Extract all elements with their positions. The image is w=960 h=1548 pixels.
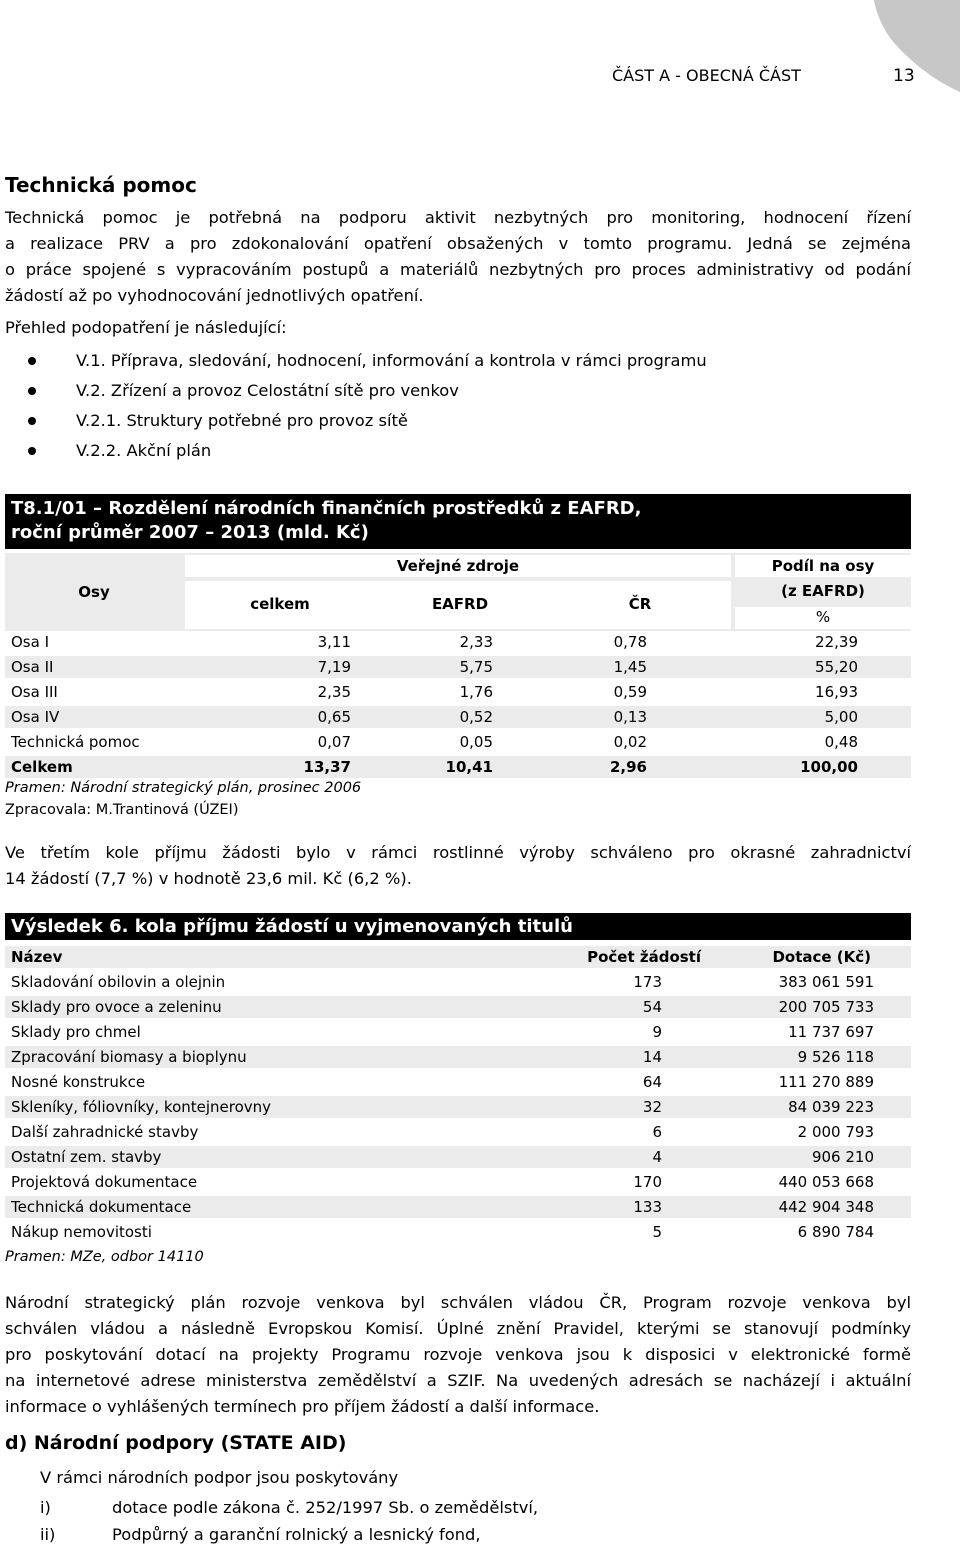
paragraph-line: a realizace PRV a pro zdokonalování opatření obsažených v tomto programu. Jedná se zejména xyxy=(5,234,911,253)
table-cell: 9 xyxy=(652,1023,662,1041)
table-cell: Skleníky, fóliovníky, kontejnerovny xyxy=(11,1098,272,1116)
table-cell: 133 xyxy=(633,1198,662,1216)
state-aid-item-marker: i) xyxy=(40,1498,51,1517)
paragraph-line: Ve třetím kole příjmu žádosti bylo v rámci rostlinné výroby schváleno pro okrasné zahradnictví xyxy=(5,843,911,862)
table-cell: 173 xyxy=(633,973,662,991)
table-cell: 2,35 xyxy=(317,683,351,701)
paragraph-line: pro poskytování dotací na projekty Programu rozvoje venkova jsou k disposici v elektronické formě xyxy=(5,1345,911,1364)
table-cell: 170 xyxy=(633,1173,662,1191)
table-cell: 3,11 xyxy=(317,633,351,651)
strategic-plan-paragraph xyxy=(5,1290,911,1420)
table1-source: Pramen: Národní strategický plán, prosinec 2006 xyxy=(5,780,362,796)
list-item xyxy=(24,378,707,408)
list-item xyxy=(24,438,707,468)
table-cell: 64 xyxy=(642,1073,662,1091)
table2-title: Výsledek 6. kola příjmu žádostí u vyjmenovaných titulů xyxy=(5,913,911,940)
list-item-text: V.1. Příprava, sledování, hodnocení, informování a kontrola v rámci programu xyxy=(76,351,707,370)
table-cell: 55,20 xyxy=(815,658,858,676)
list-item xyxy=(24,408,707,438)
table-cell: 0,07 xyxy=(317,733,351,751)
table-cell: Skladování obilovin a olejnin xyxy=(11,973,226,991)
table-cell: 4 xyxy=(652,1148,662,1166)
paragraph-line: 14 žádostí (7,7 %) v hodnotě 23,6 mil. Kč (6,2 %). xyxy=(5,869,412,888)
table-cell: Sklady pro ovoce a zeleninu xyxy=(11,998,222,1016)
table-cell: 0,02 xyxy=(613,733,647,751)
table-cell: 0,05 xyxy=(459,733,493,751)
table-cell: Nosné konstrukce xyxy=(11,1073,146,1091)
table-cell: 9 526 118 xyxy=(797,1048,874,1066)
running-header-section: ČÁST A - OBECNÁ ČÁST xyxy=(612,66,801,85)
table-cell: 13,37 xyxy=(303,758,351,776)
table1-title-line: T8.1/01 – Rozdělení národních finančních prostředků z EAFRD, xyxy=(11,498,642,519)
table-cell: 54 xyxy=(642,998,662,1016)
table-cell: 2,96 xyxy=(609,758,647,776)
table1-header-share: (z EAFRD) xyxy=(781,582,865,600)
table-cell: 6 890 784 xyxy=(797,1223,874,1241)
table-row xyxy=(5,631,911,653)
table-cell: Osa III xyxy=(11,683,58,701)
table-cell: Nákup nemovitosti xyxy=(11,1223,152,1241)
table-cell: Ostatní zem. stavby xyxy=(11,1148,162,1166)
paragraph-line: informace o vyhlášených termínech pro příjem žádostí a další informace. xyxy=(5,1397,600,1416)
table-cell: 442 904 348 xyxy=(778,1198,874,1216)
table-cell: 111 270 889 xyxy=(778,1073,874,1091)
table2-source: Pramen: MZe, odbor 14110 xyxy=(5,1249,204,1265)
state-aid-intro: V rámci národních podpor jsou poskytovány xyxy=(40,1468,399,1487)
table-row xyxy=(5,681,911,703)
page-number: 13 xyxy=(893,66,915,86)
table-row xyxy=(5,1121,911,1143)
table-row xyxy=(5,656,911,678)
paragraph-line: na internetové adrese ministerstva zemědělství a SZIF. Na uvedených adresách se nacházejí i aktuální xyxy=(5,1371,911,1390)
table1-title-line: roční průměr 2007 – 2013 (mld. Kč) xyxy=(11,522,369,543)
table-cell: 100,00 xyxy=(800,758,858,776)
table-cell: 2,33 xyxy=(459,633,493,651)
flower-paragraph xyxy=(5,840,911,892)
list-item-text: V.2. Zřízení a provoz Celostátní sítě pro venkov xyxy=(76,381,459,400)
paragraph-line: o práce spojené s vypracováním postupů a materiálů nezbytných pro proces administrativy od podání xyxy=(5,260,911,279)
table1-header-public: Veřejné zdroje xyxy=(396,557,520,575)
table-cell: 10,41 xyxy=(445,758,493,776)
table-row-total xyxy=(5,756,911,778)
table-cell: 440 053 668 xyxy=(778,1173,874,1191)
state-aid-heading: d) Národní podpory (STATE AID) xyxy=(5,1432,347,1454)
bullet-icon xyxy=(28,417,36,425)
table2-header xyxy=(5,946,911,968)
table-cell: 6 xyxy=(652,1123,662,1141)
table-row xyxy=(5,1146,911,1168)
table1-header-share: Podíl na osy xyxy=(771,557,875,575)
state-aid-item-marker: ii) xyxy=(40,1525,56,1544)
table-cell: 906 210 xyxy=(811,1148,874,1166)
table-cell: 0,13 xyxy=(613,708,647,726)
table-cell: Celkem xyxy=(11,758,73,776)
section-heading: Technická pomoc xyxy=(5,173,197,197)
table-cell: Osa I xyxy=(11,633,50,651)
table-row xyxy=(5,1096,911,1118)
table-cell: 0,59 xyxy=(613,683,647,701)
table-row xyxy=(5,971,911,993)
table-cell: Projektová dokumentace xyxy=(11,1173,198,1191)
table-cell: Sklady pro chmel xyxy=(11,1023,141,1041)
submeasure-list xyxy=(24,348,707,468)
table1-header-cr: ČR xyxy=(628,595,652,613)
table-cell: Osa II xyxy=(11,658,54,676)
table-cell: 0,78 xyxy=(613,633,647,651)
table-row xyxy=(5,996,911,1018)
table-cell: 0,65 xyxy=(317,708,351,726)
table1-header-share: % xyxy=(815,608,831,626)
paragraph-line: žádostí až po vyhodnocování jednotlivých opatření. xyxy=(5,286,424,305)
table-cell: 200 705 733 xyxy=(778,998,874,1016)
table-header-cell: Název xyxy=(11,948,63,966)
table-cell: 0,48 xyxy=(824,733,858,751)
state-aid-item-text: dotace podle zákona č. 252/1997 Sb. o zemědělství, xyxy=(112,1498,539,1517)
table-cell: Technická pomoc xyxy=(11,733,140,751)
paragraph-line: schválen vládou a následně Evropskou Komisí. Úplné znění Pravidel, kterými se stanovují podmínky xyxy=(5,1319,911,1338)
table-cell: 16,93 xyxy=(815,683,858,701)
state-aid-item-text: Podpůrný a garanční rolnický a lesnický fond, xyxy=(112,1525,481,1544)
table-cell: 11 737 697 xyxy=(788,1023,874,1041)
table-row xyxy=(5,1171,911,1193)
table-row xyxy=(5,731,911,753)
table-cell: 0,52 xyxy=(459,708,493,726)
table-cell: 14 xyxy=(642,1048,662,1066)
table1-processed-by: Zpracovala: M.Trantinová (ÚZEI) xyxy=(5,802,239,818)
bullet-icon xyxy=(28,357,36,365)
table-cell: 22,39 xyxy=(815,633,858,651)
table-cell: Další zahradnické stavby xyxy=(11,1123,199,1141)
table1-header-total: celkem xyxy=(250,595,310,613)
bullet-icon xyxy=(28,387,36,395)
list-item xyxy=(24,348,707,378)
table-cell: 84 039 223 xyxy=(788,1098,874,1116)
bullet-icon xyxy=(28,447,36,455)
table-cell: 1,45 xyxy=(613,658,647,676)
table1-title xyxy=(5,494,911,549)
table-cell: 383 061 591 xyxy=(778,973,874,991)
table-cell: 5,00 xyxy=(824,708,858,726)
table-row xyxy=(5,1046,911,1068)
table-row xyxy=(5,1071,911,1093)
overview-label: Přehled podopatření je následující: xyxy=(5,318,287,337)
table-header-cell: Počet žádostí xyxy=(587,948,701,966)
table-row xyxy=(5,1021,911,1043)
table-cell: 5 xyxy=(652,1223,662,1241)
table-cell: 32 xyxy=(642,1098,662,1116)
table-row xyxy=(5,706,911,728)
table-row xyxy=(5,1196,911,1218)
table-header-cell: Dotace (Kč) xyxy=(772,948,871,966)
list-item-text: V.2.1. Struktury potřebné pro provoz sítě xyxy=(76,411,408,430)
paragraph-line: Technická pomoc je potřebná na podporu aktivit nezbytných pro monitoring, hodnocení řízení xyxy=(5,208,911,227)
table-cell: Technická dokumentace xyxy=(11,1198,192,1216)
technical-assistance-paragraph xyxy=(5,205,911,309)
table-cell: 5,75 xyxy=(459,658,493,676)
table-cell: Osa IV xyxy=(11,708,60,726)
table-cell: 2 000 793 xyxy=(797,1123,874,1141)
table1-header-axes: Osy xyxy=(78,583,110,601)
table-row xyxy=(5,1221,911,1243)
table-cell: Zpracování biomasy a bioplynu xyxy=(11,1048,247,1066)
table-cell: 7,19 xyxy=(317,658,351,676)
table1-header xyxy=(5,553,911,631)
table-cell: 1,76 xyxy=(459,683,493,701)
paragraph-line: Národní strategický plán rozvoje venkova byl schválen vládou ČR, Program rozvoje venkova byl xyxy=(5,1293,911,1312)
list-item-text: V.2.2. Akční plán xyxy=(76,441,212,460)
table1-header-eafrd: EAFRD xyxy=(431,595,489,613)
